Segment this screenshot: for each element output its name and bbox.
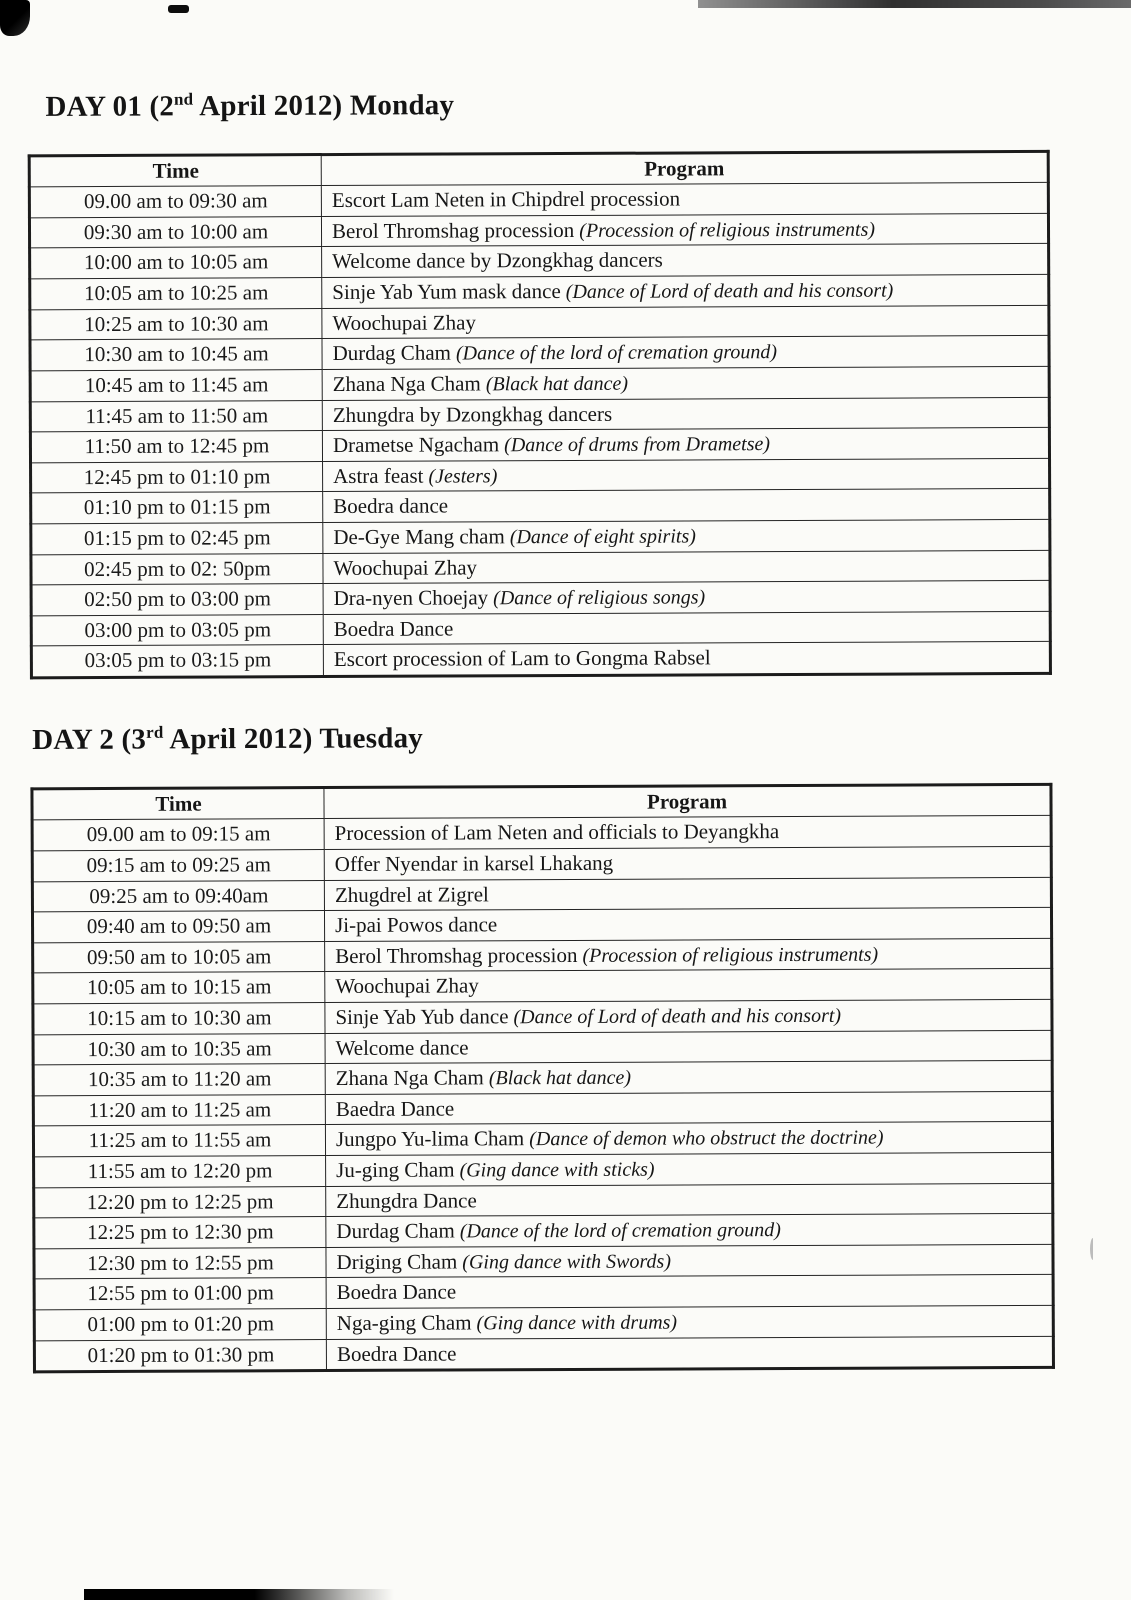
program-cell (325, 1030, 1052, 1064)
time-cell: 11:45 am to 11:50 am (30, 400, 322, 432)
day1-title-prefix: DAY 01 (2 (45, 90, 175, 123)
schedule-row (34, 1214, 1053, 1249)
program-text: Zhungdra by Dzongkhag dancers (332, 401, 613, 427)
program-text: Durdag Cham (336, 1218, 455, 1244)
program-text: Boedra Dance (333, 616, 454, 641)
program-cell (325, 999, 1052, 1033)
program-cell (326, 1214, 1053, 1248)
program-text: Ju-ging Cham (336, 1157, 455, 1182)
program-note: (Ging dance with drums) (471, 1311, 678, 1335)
day2-title-suffix: April 2012) Tuesday (163, 722, 424, 756)
schedule-row (30, 366, 1049, 401)
time-cell: 01:20 pm to 01:30 pm (34, 1339, 326, 1372)
program-text: Jungpo Yu-lima Cham (335, 1126, 525, 1152)
day2-title-prefix: DAY 2 (3 (32, 723, 147, 756)
header-row (32, 784, 1051, 820)
program-text: Zhana Nga Cham (335, 1065, 484, 1091)
day1-schedule-table (28, 150, 1052, 680)
program-note: (Procession of religious instruments) (574, 218, 876, 242)
schedule-row (31, 519, 1050, 554)
program-text: Nga-ging Cham (336, 1310, 472, 1336)
program-text: Baedra Dance (335, 1096, 455, 1121)
time-cell: 03:05 pm to 03:15 pm (31, 645, 323, 678)
time-cell: 10:35 am to 11:20 am (33, 1064, 325, 1096)
program-note: (Dance of eight spirits) (504, 525, 696, 549)
program-cell (326, 1183, 1053, 1217)
day1-title (45, 86, 1128, 124)
time-cell: 12:55 pm to 01:00 pm (34, 1278, 326, 1310)
program-note: (Ging dance with sticks) (454, 1158, 655, 1182)
program-cell (323, 519, 1050, 553)
program-text: Woochupai Zhay (332, 310, 476, 335)
program-cell (325, 1061, 1052, 1095)
time-cell: 01:15 pm to 02:45 pm (31, 523, 323, 555)
time-column-header: Time (29, 154, 321, 187)
time-cell: 11:50 am to 12:45 pm (30, 431, 322, 463)
schedule-row (31, 458, 1050, 493)
schedule-row (32, 816, 1051, 851)
schedule-row (30, 244, 1049, 279)
time-cell: 09:15 am to 09:25 am (32, 849, 324, 881)
day2-ordinal-superscript: rd (146, 722, 164, 742)
program-text: Berol Thromshag procession (335, 942, 578, 968)
program-cell (323, 611, 1050, 645)
program-cell (324, 846, 1051, 880)
schedule-row (33, 1122, 1052, 1157)
time-cell: 09.00 am to 09:15 am (32, 819, 324, 851)
schedule-row (34, 1152, 1053, 1187)
schedule-row (34, 1244, 1053, 1279)
program-cell (321, 213, 1048, 247)
time-cell: 12:30 pm to 12:55 pm (34, 1247, 326, 1279)
schedule-row (31, 611, 1050, 646)
program-cell (323, 581, 1050, 615)
schedule-row (31, 489, 1050, 524)
schedule-row (29, 213, 1048, 248)
day1-table-header (29, 151, 1048, 187)
program-cell (322, 336, 1049, 370)
schedule-row (29, 183, 1048, 218)
program-cell (322, 244, 1049, 278)
program-cell (322, 366, 1049, 400)
program-text: Dra-nyen Choejay (333, 585, 489, 611)
program-text: Boedra Dance (336, 1279, 457, 1305)
program-cell (325, 938, 1052, 972)
time-cell: 12:25 pm to 12:30 pm (34, 1217, 326, 1249)
time-cell: 10:05 am to 10:25 am (30, 278, 322, 310)
schedule-row (30, 397, 1049, 432)
schedule-row (32, 846, 1051, 881)
program-text: Zhungdra Dance (336, 1187, 477, 1213)
time-cell: 01:00 pm to 01:20 pm (34, 1309, 326, 1341)
program-cell (323, 550, 1050, 584)
program-cell (322, 274, 1049, 308)
schedule-row (33, 1030, 1052, 1065)
schedule-row (31, 550, 1050, 585)
program-column-header: Program (321, 151, 1048, 186)
program-note: (Black hat dance) (483, 1066, 632, 1090)
time-cell: 09:30 am to 10:00 am (29, 216, 321, 248)
time-cell: 11:20 am to 11:25 am (33, 1094, 325, 1126)
program-cell (322, 397, 1049, 431)
program-text: Sinje Yab Yum mask dance (332, 279, 561, 305)
program-text: Berol Thromshag procession (331, 217, 575, 243)
time-cell: 01:10 pm to 01:15 pm (31, 492, 323, 524)
time-cell: 10:45 am to 11:45 am (30, 369, 322, 401)
time-cell: 10:05 am to 10:15 am (33, 972, 325, 1004)
time-cell: 03:00 pm to 03:05 pm (31, 614, 323, 646)
program-cell (324, 877, 1051, 911)
program-text: Zhugdrel at Zigrel (334, 881, 489, 907)
program-text: De-Gye Mang cham (333, 524, 505, 549)
time-cell: 11:25 am to 11:55 am (33, 1125, 325, 1157)
program-column-header: Program (324, 784, 1051, 819)
program-text: Boedra Dance (336, 1341, 457, 1366)
program-text: Astra feast (333, 463, 424, 488)
program-cell (324, 816, 1051, 850)
time-cell: 12:45 pm to 01:10 pm (31, 461, 323, 493)
schedule-row (34, 1275, 1053, 1310)
day2-table-body (32, 816, 1053, 1372)
program-note: (Dance of religious songs) (488, 586, 706, 610)
time-cell: 10:30 am to 10:35 am (33, 1033, 325, 1065)
program-text: Escort Lam Neten in Chipdrel procession (331, 186, 681, 213)
time-cell: 12:20 pm to 12:25 pm (34, 1186, 326, 1218)
schedule-row (32, 907, 1051, 942)
program-text: Woochupai Zhay (333, 554, 478, 580)
program-cell (322, 428, 1049, 462)
schedule-row (33, 1061, 1052, 1096)
program-text: Woochupai Zhay (335, 973, 479, 999)
schedule-row (30, 336, 1049, 371)
program-note: (Dance of Lord of death and his consort) (508, 1004, 842, 1029)
day1-ordinal-superscript: nd (173, 89, 194, 109)
schedule-row (30, 274, 1049, 309)
schedule-row (33, 969, 1052, 1004)
program-cell (321, 183, 1048, 217)
program-cell (326, 1336, 1053, 1371)
program-text: Welcome dance by Dzongkhag dancers (332, 248, 663, 274)
program-text: Ji-pai Powos dance (334, 912, 498, 938)
program-note: (Dance of drums from Drametse) (499, 433, 771, 457)
day2-schedule-table (30, 783, 1055, 1374)
program-cell (325, 1091, 1052, 1125)
program-text: Sinje Yab Yub dance (335, 1004, 509, 1029)
program-cell (326, 1275, 1053, 1309)
schedule-row (34, 1305, 1053, 1340)
program-cell (325, 969, 1052, 1003)
time-cell: 09.00 am to 09:30 am (29, 186, 321, 218)
time-cell: 09:40 am to 09:50 am (32, 911, 324, 943)
program-cell (323, 489, 1050, 523)
time-cell: 02:45 pm to 02: 50pm (31, 553, 323, 585)
schedule-row (30, 305, 1049, 340)
schedule-row (34, 1336, 1053, 1372)
time-cell: 11:55 am to 12:20 pm (34, 1156, 326, 1188)
schedule-row (32, 877, 1051, 912)
program-text: Driging Cham (336, 1249, 458, 1274)
schedule-row (33, 999, 1052, 1034)
schedule-row (33, 1091, 1052, 1126)
program-text: Welcome dance (335, 1034, 469, 1060)
schedule-row (31, 581, 1050, 616)
day2-table-header (32, 784, 1051, 820)
schedule-row (30, 428, 1049, 463)
program-note: (Dance of Lord of death and his consort) (560, 279, 894, 304)
day1-table-body (29, 183, 1050, 678)
schedule-row (31, 642, 1050, 678)
program-cell (325, 1122, 1052, 1156)
program-text: Boedra dance (333, 493, 449, 519)
time-cell: 09:50 am to 10:05 am (33, 941, 325, 973)
program-cell (326, 1152, 1053, 1186)
program-cell (322, 305, 1049, 339)
program-note: (Ging dance with Swords) (457, 1250, 672, 1274)
time-cell: 10:00 am to 10:05 am (30, 247, 322, 279)
scan-artifact-bottom-bar (84, 1589, 394, 1600)
program-text: Offer Nyendar in karsel Lhakang (334, 850, 614, 876)
time-cell: 09:25 am to 09:40am (32, 880, 324, 912)
time-cell: 10:15 am to 10:30 am (33, 1002, 325, 1034)
program-note: (Black hat dance) (480, 372, 629, 396)
time-column-header: Time (32, 787, 324, 820)
program-note: (Dance of the lord of cremation ground) (450, 341, 778, 365)
header-row (29, 151, 1048, 187)
program-text: Durdag Cham (332, 340, 452, 366)
program-cell (323, 642, 1050, 677)
time-cell: 10:30 am to 10:45 am (30, 339, 322, 371)
program-cell (324, 907, 1051, 941)
program-text: Zhana Nga Cham (332, 371, 481, 396)
program-cell (323, 458, 1050, 492)
program-text: Procession of Lam Neten and officials to Deyangkha (334, 819, 780, 846)
time-cell: 02:50 pm to 03:00 pm (31, 584, 323, 616)
day2-title (32, 719, 1131, 757)
program-text: Drametse Ngacham (332, 432, 500, 458)
program-text: Escort procession of Lam to Gongma Rabsel (333, 645, 711, 672)
schedule-row (34, 1183, 1053, 1218)
program-note: (Dance of demon who obstruct the doctrine) (524, 1126, 884, 1151)
program-note: (Procession of religious instruments) (577, 943, 879, 967)
program-note: (Dance of the lord of cremation ground) (454, 1219, 781, 1243)
program-cell (326, 1305, 1053, 1339)
schedule-row (33, 938, 1052, 973)
program-cell (326, 1244, 1053, 1278)
day1-title-suffix: April 2012) Monday (193, 89, 455, 123)
program-note: (Jesters) (423, 465, 498, 488)
time-cell: 10:25 am to 10:30 am (30, 308, 322, 340)
